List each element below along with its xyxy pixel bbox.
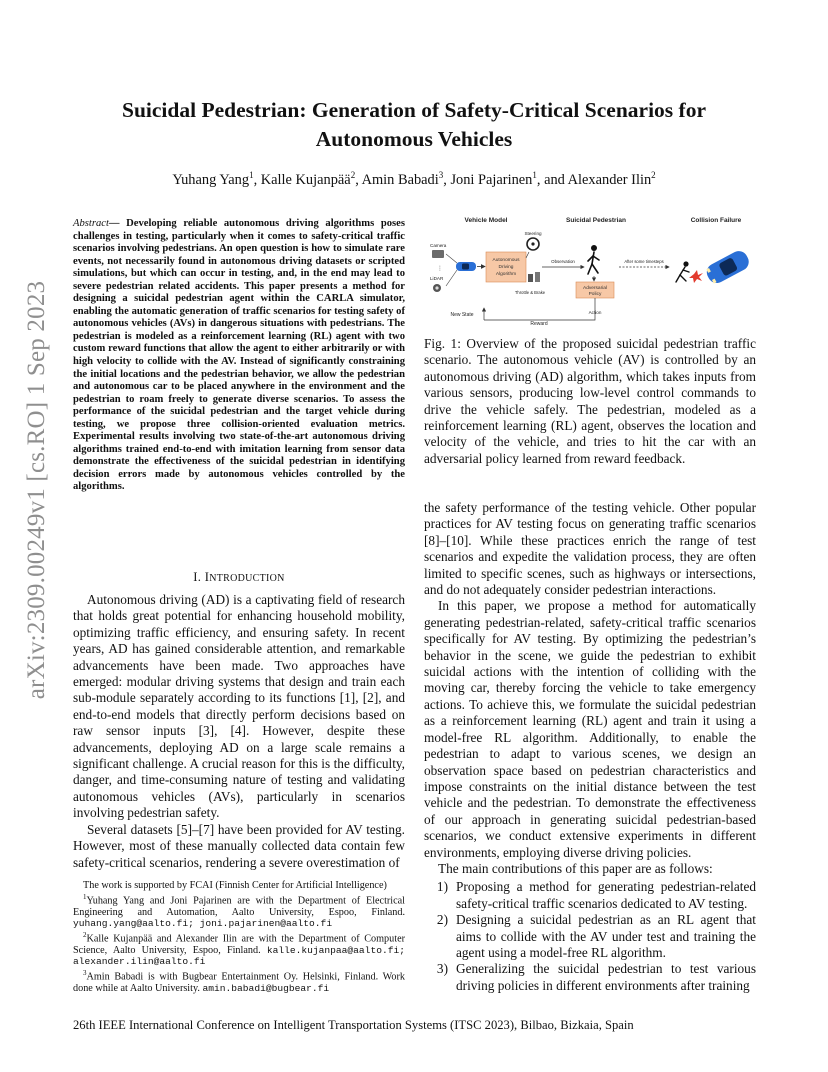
author: Joni Pajarinen$^1$, and bbox=[450, 170, 568, 188]
paragraph: In this paper, we propose a method for automatically generating pedestrian-related, safety-critical traffic scenarios specifically for AV testing. By optimizing the pedestrian’s behavior in the scene, we guide the pedestrian to exhibit suicidal actions with the intention of colliding with the moving car, thereby forcing the vehicle to take emergency actions. To achieve this, we formulate the suicidal pedestrian as a reinforcement learning (RL) agent and train it using a model-free RL algorithm. Additionally, to enable the pedestrian to adapt to various scenes, we design an observation space based on pedestrian characteristics and impose constraints on the initial distance between the test vehicle and the pedestrian. To demonstrate the effectiveness of our approach in generating suicidal pedestrian-based scenarios, we conduct extensive experiments in different environments, employing diverse driving policies. bbox=[424, 598, 756, 860]
steering-label: Steering bbox=[524, 231, 542, 236]
action-label: Action bbox=[588, 310, 602, 315]
footnote-2: $^2$Kalle Kujanpää and Alexander Ilin are with the Department of Computer Science, Aalto University, Espoo, Finland. kalle.kujanpaa@aalto.fi; alexander.ilin@aalto.fi bbox=[73, 930, 405, 968]
reward-label: Reward bbox=[530, 321, 548, 327]
paragraph: the safety performance of the testing vehicle. Other popular practices for AV testing focus on generating traffic scenarios [8]–[10]. While these practices enrich the range of test scenarios and expedite the validation process, they are often limited to specific scenes, such as highways or intersections, and do not adequately consider pedestrian interactions. bbox=[424, 500, 756, 598]
paragraph: The main contributions of this paper are as follows: bbox=[438, 860, 713, 876]
observation-label: Observation bbox=[551, 259, 575, 264]
intro-column-right bbox=[424, 500, 756, 994]
paper-title: Suicidal Pedestrian: Generation of Safety-Critical Scenarios for Autonomous Vehicles bbox=[122, 98, 706, 151]
abstract-label: Abstract bbox=[73, 218, 109, 229]
vehicle-icon bbox=[456, 262, 476, 271]
author: Amin Babadi$^3$, bbox=[361, 170, 451, 188]
footnote-1: $^1$Yuhang Yang and Joni Pajarinen are with the Department of Electrical Engineering and Automation, Aalto University, Espoo, Finland. yuhang.yang@aalto.fi; joni.pajarinen@aalto.fi bbox=[73, 892, 405, 930]
new-state-label: New State bbox=[450, 312, 474, 318]
svg-text:Policy: Policy bbox=[588, 292, 602, 297]
overview-diagram bbox=[424, 212, 756, 330]
lidar-label: LiDAR bbox=[430, 276, 444, 281]
throttle-brake-label: Throttle & Brake bbox=[514, 290, 546, 295]
contributions-list bbox=[424, 879, 756, 994]
author: Kalle Kujanpää$^2$, bbox=[260, 170, 362, 188]
paragraph: Several datasets [5]–[7] have been provided for AV testing. However, most of these manually collected data contain few safety-critical scenarios, rendering a severe overestimation of bbox=[73, 821, 405, 870]
section-heading-introduction: I. INTRODUCTION bbox=[193, 570, 285, 584]
camera-label: Camera bbox=[430, 243, 447, 248]
collision-pedestrian-icon bbox=[676, 261, 689, 282]
pedestrian-icon bbox=[588, 245, 599, 274]
list-item: 1) Proposing a method for generating pedestrian-related safety-critical traffic scenarios dedicated to AV testing. bbox=[436, 879, 756, 911]
after-timesteps-label: After some timesteps bbox=[624, 259, 664, 264]
author: Alexander Ilin$^2$ bbox=[567, 170, 656, 188]
arxiv-watermark bbox=[12, 280, 62, 700]
heading-suicidal-pedestrian: Suicidal Pedestrian bbox=[566, 217, 626, 224]
list-item: 2) Designing a suicidal pedestrian as an RL agent that aims to collide with the AV under test and training the agent using a model-free RL algorithm. bbox=[436, 912, 756, 960]
author-list bbox=[70, 170, 758, 189]
footnote-3: $^3$Amin Babadi is with Bugbear Entertainment Oy. Helsinki, Finland. Work done while at Aalto University. amin.babadi@bugbear.fi bbox=[73, 968, 405, 994]
heading-vehicle-model: Vehicle Model bbox=[464, 217, 508, 224]
footnotes bbox=[73, 880, 405, 995]
list-item: 3) Generalizing the suicidal pedestrian to test various driving policies in different environments after training bbox=[436, 961, 756, 993]
svg-text:Driving: Driving bbox=[498, 265, 514, 270]
camera-icon bbox=[432, 250, 444, 258]
svg-text:Adversarial: Adversarial bbox=[583, 286, 607, 291]
abstract bbox=[73, 218, 405, 494]
author: Yuhang Yang$^1$, bbox=[172, 170, 261, 188]
footnote-support: The work is supported by FCAI (Finnish Center for Artificial Intelligence) bbox=[83, 880, 387, 891]
figure-1-overview bbox=[424, 212, 756, 330]
footnote-2-email: kalle.kujanpaa@aalto.fi; alexander.ilin@aalto.fi bbox=[73, 944, 405, 968]
conference-footer: 26th IEEE International Conference on Intelligent Transportation Systems (ITSC 2023), Bilbao, Bizkaia, Spain bbox=[73, 1018, 634, 1032]
footnote-1-email: yuhang.yang@aalto.fi; joni.pajarinen@aalto.fi bbox=[73, 918, 333, 930]
arxiv-id: arXiv:2309.00249v1 [cs.RO] 1 Sep 2023 bbox=[23, 280, 51, 700]
crash-icon bbox=[689, 270, 703, 283]
svg-text:Autonomous: Autonomous bbox=[492, 258, 520, 263]
ellipsis-icon: ⋮ bbox=[437, 266, 443, 272]
heading-collision-failure: Collision Failure bbox=[690, 217, 742, 224]
figure-1-caption: Fig. 1: Overview of the proposed suicidal pedestrian traffic scenario. The autonomous vehicle (AV) is controlled by an autonomous driving (AD) algorithm, which takes inputs from various sensors, producing low-level control commands to drive the vehicle safely. The pedestrian, modeled as a reinforcement learning (RL) agent, observes the location and velocity of the vehicle, and tries to hit the car with an adversarial policy learned from reward feedback. bbox=[424, 336, 756, 466]
collision-car-icon bbox=[704, 248, 752, 286]
abstract-text: Developing reliable autonomous driving algorithms poses challenges in testing, particularly when it comes to safety-critical traffic scenarios involving pedestrians. An open question is how to simulate rare events, not necessarily found in autonomous driving datasets or scripted simulations, but which can occur in testing, and, in the end may lead to severe pedestrian related accidents. This paper presents a method for designing a suicidal pedestrian agent within the CARLA simulator, enabling the automatic generation of traffic scenarios for testing safety of autonomous vehicles (AVs) in dangerous situations with pedestrians. The pedestrian is modeled as a reinforcement learning (RL) agent with two custom reward functions that allow the agent to either arbitrarily or with high velocity to collide with the AV. Instead of significantly constraining the initial locations and the pedestrian behavior, we allow the pedestrian and autonomous car to be placed anywhere in the environment and the pedestrian to roam freely to generate diverse scenarios. To assess the performance of the suicidal pedestrian and the target vehicle during testing, we propose three collision-oriented evaluation metrics. Experimental results involving two state-of-the-art autonomous driving algorithms trained end-to-end with imitation learning from sensor data demonstrate the effectiveness of the suicidal pedestrian in identifying decision errors made by autonomous vehicles controlled by the algorithms. bbox=[73, 218, 405, 493]
svg-text:Algorithm: Algorithm bbox=[495, 272, 517, 277]
paragraph: Autonomous driving (AD) is a captivating field of research that holds great potential for enhancing household mobility, optimizing traffic efficiency, and ensuring safety. In recent years, AD has gained considerable attention, and remarkable advancements have been made. Two approaches have emerged: modular driving systems that design and train each sub-module separately according to its functions [1], [2], and end-to-end models that directly perform decisions based on raw sensor inputs [3], [4]. However, despite these advancements, deploying AD on a large scale remains a significant challenge. A crucial reason for this is the difficulty, danger, and time-consuming nature of testing and validating autonomous vehicles (AVs), particularly in scenarios involving pedestrian safety. bbox=[73, 592, 405, 821]
intro-column-left bbox=[73, 592, 405, 871]
abstract-dash: — bbox=[108, 218, 127, 229]
footnote-3-email: amin.babadi@bugbear.fi bbox=[202, 982, 330, 994]
pedal-icon bbox=[528, 274, 533, 282]
